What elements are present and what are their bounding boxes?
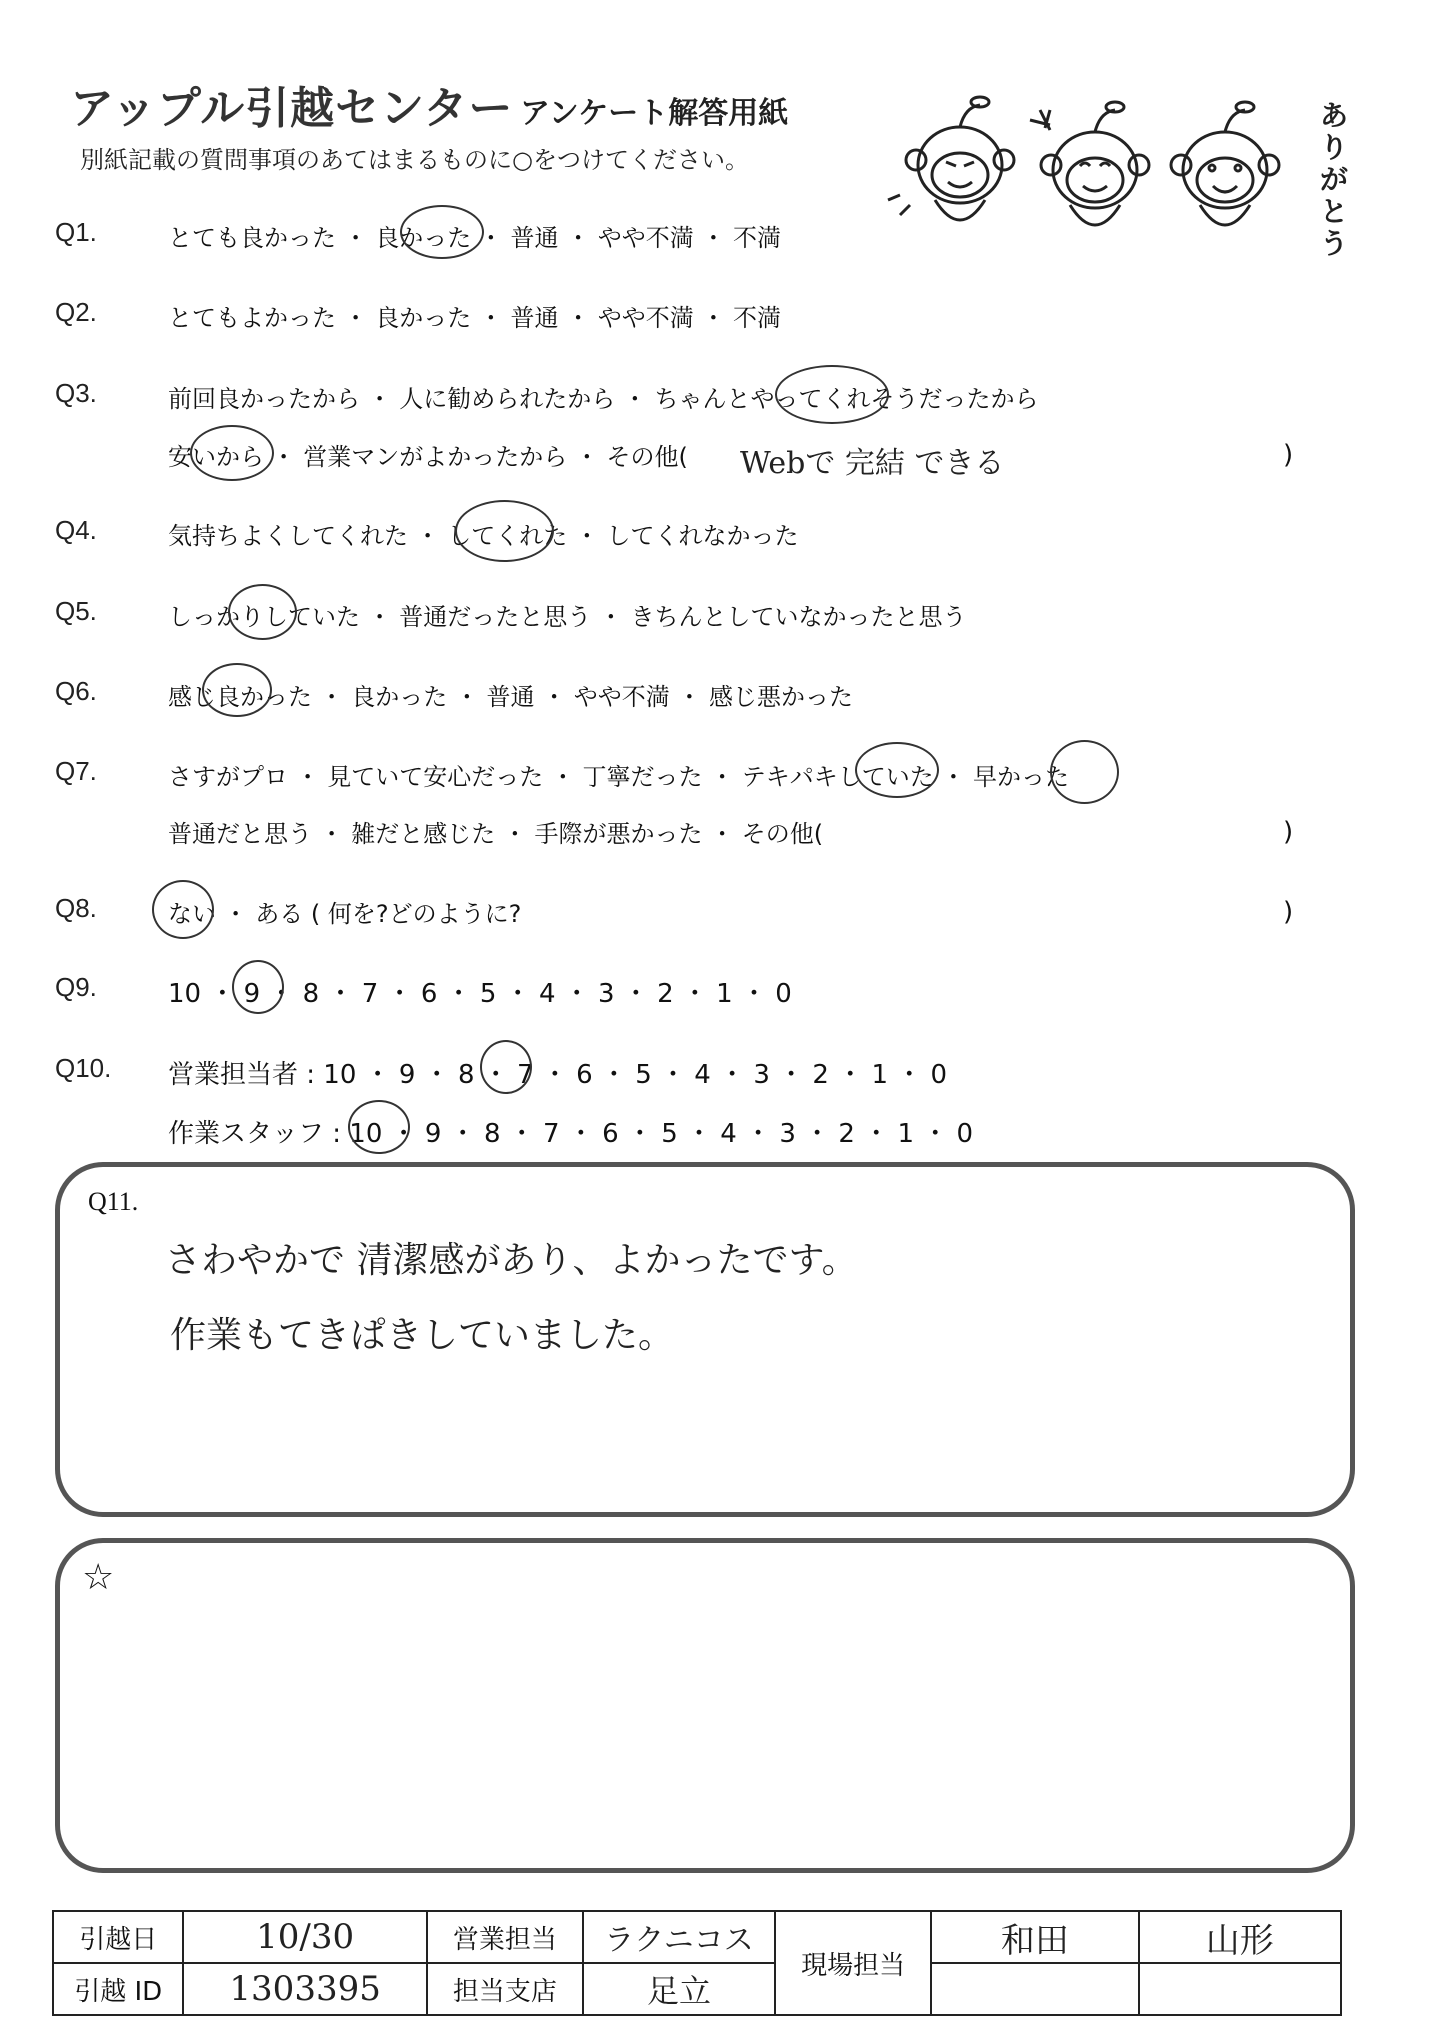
site-value-1: [931, 1911, 1138, 1963]
question-label-q2: Q2.: [55, 297, 97, 327]
star-comment-box: [55, 1538, 1355, 1873]
move-id-label: 引越 ID: [53, 1963, 183, 2015]
q11-comment-box: [55, 1162, 1355, 1517]
q9-scale: 10 ・ 9 ・ 8 ・ 7 ・ 6 ・ 5 ・ 4 ・ 3 ・ 2 ・ 1 ・ 0: [168, 979, 792, 1009]
answer-circle-q7-a: [855, 742, 939, 798]
question-label-q10: Q10.: [55, 1053, 112, 1083]
q10-sales-scale: 営業担当者 : 10 ・ 9 ・ 8 ・ 7 ・ 6 ・ 5 ・ 4 ・ 3 ・ 2 ・ 1 ・ 0: [168, 1060, 948, 1090]
q10-staff-scale: 作業スタッフ : 10 ・ 9 ・ 8 ・ 7 ・ 6 ・ 5 ・ 4 ・ 3 ・ 2 ・ 1 ・ 0: [168, 1119, 974, 1149]
monkey-icon: [1030, 102, 1149, 225]
q3-close-paren: ): [1283, 440, 1294, 470]
q11-comment-line1: さわやかで 清潔感があり、よかったです。: [165, 1240, 858, 1281]
move-id-value: [183, 1963, 426, 2015]
sales-value: [583, 1911, 775, 1963]
instruction-text: 別紙記載の質問事項のあてはまるものに○をつけてください。: [80, 146, 749, 174]
site-value-2: [1139, 1911, 1341, 1963]
sales-handwritten: ラクニコス: [604, 1923, 754, 1958]
question-label-q5: Q5.: [55, 596, 97, 626]
answer-circle-q9: [232, 960, 284, 1014]
answer-circle-q1: [400, 205, 484, 259]
q1-options: とても良かった ・ 良かった ・ 普通 ・ やや不満 ・ 不満: [168, 224, 782, 252]
answer-circle-q4: [455, 500, 554, 562]
answer-circle-q8: [152, 880, 214, 939]
answer-circle-q3-line2: [190, 425, 274, 481]
question-label-q1: Q1.: [55, 217, 97, 247]
q3-other-handwritten: Webで 完結 できる: [740, 446, 1005, 481]
answer-circle-q6: [202, 663, 272, 717]
site-label: 現場担当: [775, 1911, 931, 2015]
q3-options-line2: 安いから ・ 営業マンがよかったから ・ その他(: [168, 443, 688, 471]
answer-circle-q7-b: [1050, 740, 1119, 804]
question-label-q8: Q8.: [55, 893, 97, 923]
q7-options-line2: 普通だと思う ・ 雑だと感じた ・ 手際が悪かった ・ その他(: [168, 820, 824, 848]
question-label-q3: Q3.: [55, 378, 97, 408]
answer-circle-q5: [228, 584, 297, 640]
q4-options: 気持ちよくしてくれた ・ してくれた ・ してくれなかった: [168, 522, 799, 550]
q3-options-line1: 前回良かったから ・ 人に勧められたから ・ ちゃんとやってくれそうだったから: [168, 385, 1039, 413]
question-label-q6: Q6.: [55, 676, 97, 706]
branch-value: [583, 1963, 775, 2015]
monkey-icon: [888, 97, 1014, 220]
move-info-table: [52, 1910, 1342, 2016]
move-date-value: [183, 1911, 426, 1963]
move-id-handwritten: 1303395: [229, 1969, 381, 2009]
site-staff-2-handwritten: 山形: [1205, 1920, 1274, 1961]
q5-options: しっかりしていた ・ 普通だったと思う ・ きちんとしていなかったと思う: [168, 603, 967, 631]
q7-close-paren: ): [1283, 817, 1294, 847]
q6-options: 感じ良かった ・ 良かった ・ 普通 ・ やや不満 ・ 感じ悪かった: [168, 683, 854, 711]
q8-options: ない ・ ある ( 何を?どのように?: [168, 900, 522, 928]
answer-circle-q10-sales: [480, 1040, 532, 1094]
q11-comment-line2: 作業もてきぱきしていました。: [170, 1315, 675, 1356]
star-icon: ☆: [82, 1557, 115, 1598]
question-label-q9: Q9.: [55, 972, 97, 1002]
move-date-handwritten: 10/30: [256, 1917, 355, 1957]
monkey-icon: [1171, 102, 1279, 225]
question-label-q7: Q7.: [55, 756, 97, 786]
question-label-q4: Q4.: [55, 515, 97, 545]
site-value-3: [931, 1963, 1138, 2015]
q8-close-paren: ): [1283, 897, 1294, 927]
branch-handwritten: 足立: [646, 1972, 711, 2010]
branch-label: 担当支店: [427, 1963, 583, 2015]
q7-options-line1: さすがプロ ・ 見ていて安心だった ・ 丁寧だった ・ テキパキしていた ・ 早かった: [168, 763, 1070, 791]
answer-circle-q3-line1: [775, 365, 889, 424]
monkey-mascots-illustration: [880, 80, 1310, 260]
site-staff-1-handwritten: 和田: [1000, 1920, 1069, 1961]
thanks-vertical-text: ありがとう: [1320, 99, 1349, 260]
move-date-label: 引越日: [53, 1911, 183, 1963]
form-subtitle: アンケート解答用紙: [520, 96, 789, 131]
site-value-4: [1139, 1963, 1341, 2015]
answer-circle-q10-staff: [348, 1100, 410, 1154]
q2-options: とてもよかった ・ 良かった ・ 普通 ・ やや不満 ・ 不満: [168, 304, 782, 332]
company-title: アップル引越センター: [70, 83, 514, 134]
sales-label: 営業担当: [427, 1911, 583, 1963]
q11-label: Q11.: [88, 1187, 139, 1216]
